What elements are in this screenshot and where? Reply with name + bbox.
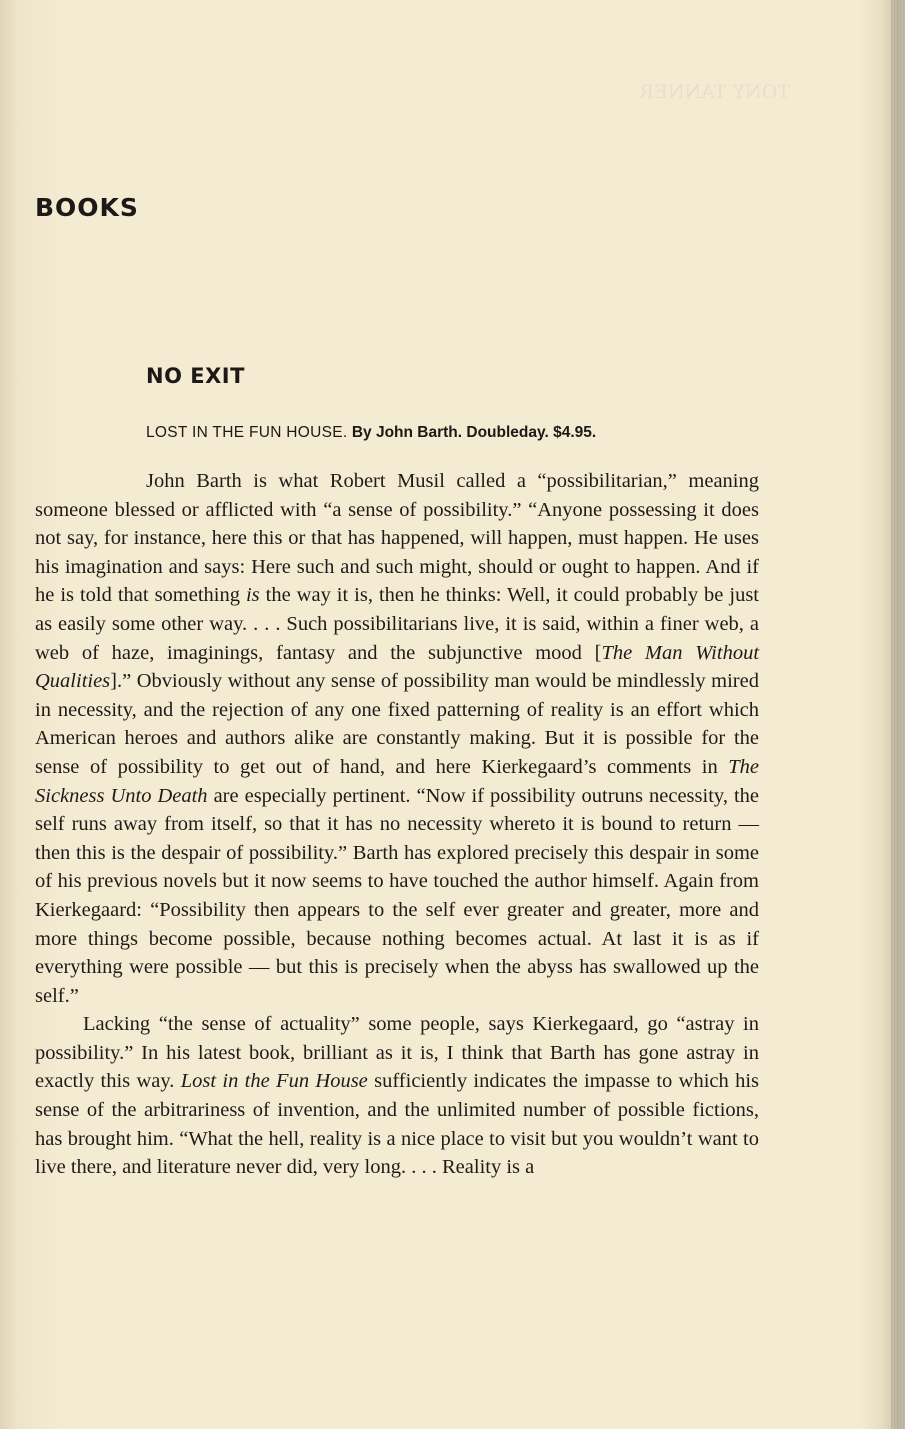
text-run: John Barth is what Robert Musil called a “possibilitarian,” meaning someone blessed or afflicted with “a sense of possibility.” “Anyone possessing it does not say, for instance, here this or that has happened, will happen, must happen. He uses his imagination and says: Here such and such might, should or ought to happen. And if he is told that something [35, 470, 759, 607]
text-run: ].” Obviously without any sense of possibility man would be mindlessly mired in necessity, and the rejection of any one fixed patterning of reality is an effort which American heroes and authors alike are constantly making. But it is possible for the sense of possibility to get out of hand, and here Kierkegaard’s comments in [35, 670, 759, 778]
show-through-text: TONY TANNER [639, 81, 790, 103]
paragraph-2 [35, 1010, 759, 1182]
text-run: are especially pertinent. “Now if possibility outruns necessity, the self runs away from itself, so that it has no necessity whereto it is bound to return — then this is the despair of possibility.” Barth has explored precisely this despair in some of his previous novels but it now seems to have touched the author himself. Again from Kierkegaard: “Possibility then appears to the self ever greater and greater, more and more things become possible, because nothing becomes actual. At last it is as if everything were possible — but this is precisely when the abyss has swallowed up the self.” [35, 784, 759, 1007]
review-body [35, 467, 759, 1182]
section-heading: BOOKS [35, 193, 139, 222]
text-run: the way it is, then he thinks: Well, it could probably be just as easily some other way. . . . Such possibilitarians live, it is said, within a finer web, a web of haze, imaginings, fantasy and the subjunctive mood [ [35, 584, 759, 664]
italic-title: The Sickness Unto Death [35, 755, 759, 807]
book-citation [146, 424, 596, 442]
text-run: Lacking “the sense of actuality” some people, says Kierkegaard, go “astray in possibility.” In his latest book, brilliant as it is, I think that Barth has gone astray in exactly this way. [35, 1013, 759, 1093]
text-run: sufficiently indicates the impasse to which his sense of the arbitrariness of invention, and the unlimited number of possible fictions, has brought him. “What the hell, reality is a nice place to visit but you wouldn’t want to live there, and literature never did, very long. . . . Reality is a [35, 1070, 759, 1179]
page-edge [891, 0, 905, 1429]
book-title: LOST IN THE FUN HOUSE. [146, 424, 348, 441]
book-meta: By John Barth. Doubleday. $4.95. [351, 424, 597, 441]
italic-title: Lost in the Fun House [180, 1070, 368, 1093]
italic-title: The Man Without Qualities [35, 641, 760, 693]
paragraph-1 [35, 467, 759, 1010]
italic-title: is [245, 584, 260, 607]
review-title: NO EXIT [146, 364, 245, 388]
